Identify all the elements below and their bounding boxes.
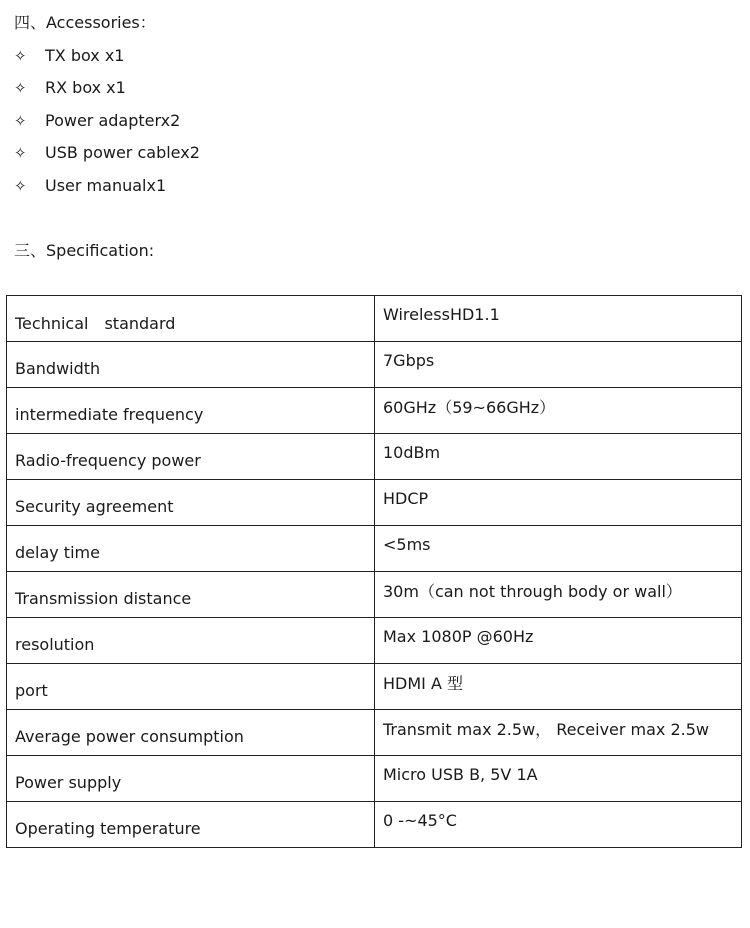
table-row: [7, 388, 742, 434]
spec-label: resolution: [7, 618, 375, 664]
spec-label: delay time: [7, 526, 375, 572]
sparkle-bullet-icon: ✧: [14, 112, 27, 130]
spec-value: HDMI A 型: [375, 664, 742, 710]
spec-label: Technical standard: [7, 296, 375, 342]
table-row: [7, 342, 742, 388]
sparkle-bullet-icon: ✧: [14, 144, 27, 162]
table-row: [7, 756, 742, 802]
spec-label: Bandwidth: [7, 342, 375, 388]
spec-value: Micro USB B, 5V 1A: [375, 756, 742, 802]
specification-table: [6, 295, 742, 848]
spec-label: Transmission distance: [7, 572, 375, 618]
accessory-label: User manualx1: [45, 176, 167, 195]
spec-label: Radio-frequency power: [7, 434, 375, 480]
table-row: [7, 480, 742, 526]
table-row: [7, 526, 742, 572]
spec-label: Power supply: [7, 756, 375, 802]
accessory-item: [14, 78, 126, 98]
table-row: [7, 572, 742, 618]
accessory-item: [14, 176, 166, 196]
spec-label: Operating temperature: [7, 802, 375, 848]
spec-value: Transmit max 2.5w， Receiver max 2.5w: [375, 710, 742, 756]
specification-heading: 三、Specification:: [14, 241, 155, 260]
sparkle-bullet-icon: ✧: [14, 47, 27, 65]
spec-value: HDCP: [375, 480, 742, 526]
spec-value: 60GHz（59~66GHz）: [375, 388, 742, 434]
sparkle-bullet-icon: ✧: [14, 79, 27, 97]
spec-label: intermediate frequency: [7, 388, 375, 434]
accessory-label: RX box x1: [45, 78, 126, 97]
table-row: [7, 296, 742, 342]
spec-label: Average power consumption: [7, 710, 375, 756]
accessory-label: TX box x1: [45, 46, 125, 65]
table-row: [7, 802, 742, 848]
spec-value: 10dBm: [375, 434, 742, 480]
spec-label: Security agreement: [7, 480, 375, 526]
accessory-label: USB power cablex2: [45, 143, 200, 162]
table-row: [7, 434, 742, 480]
spec-value: <5ms: [375, 526, 742, 572]
spec-value: Max 1080P @60Hz: [375, 618, 742, 664]
accessories-heading: 四、Accessories：: [14, 13, 156, 32]
spec-value: 30m（can not through body or wall）: [375, 572, 742, 618]
accessory-item: [14, 111, 180, 131]
accessory-item: [14, 143, 200, 163]
accessory-item: [14, 46, 124, 66]
table-row: [7, 710, 742, 756]
table-row: [7, 618, 742, 664]
spec-value: 0 -~45°C: [375, 802, 742, 848]
sparkle-bullet-icon: ✧: [14, 177, 27, 195]
spec-label: port: [7, 664, 375, 710]
accessory-label: Power adapterx2: [45, 111, 181, 130]
spec-value: 7Gbps: [375, 342, 742, 388]
table-row: [7, 664, 742, 710]
spec-value: WirelessHD1.1: [375, 296, 742, 342]
